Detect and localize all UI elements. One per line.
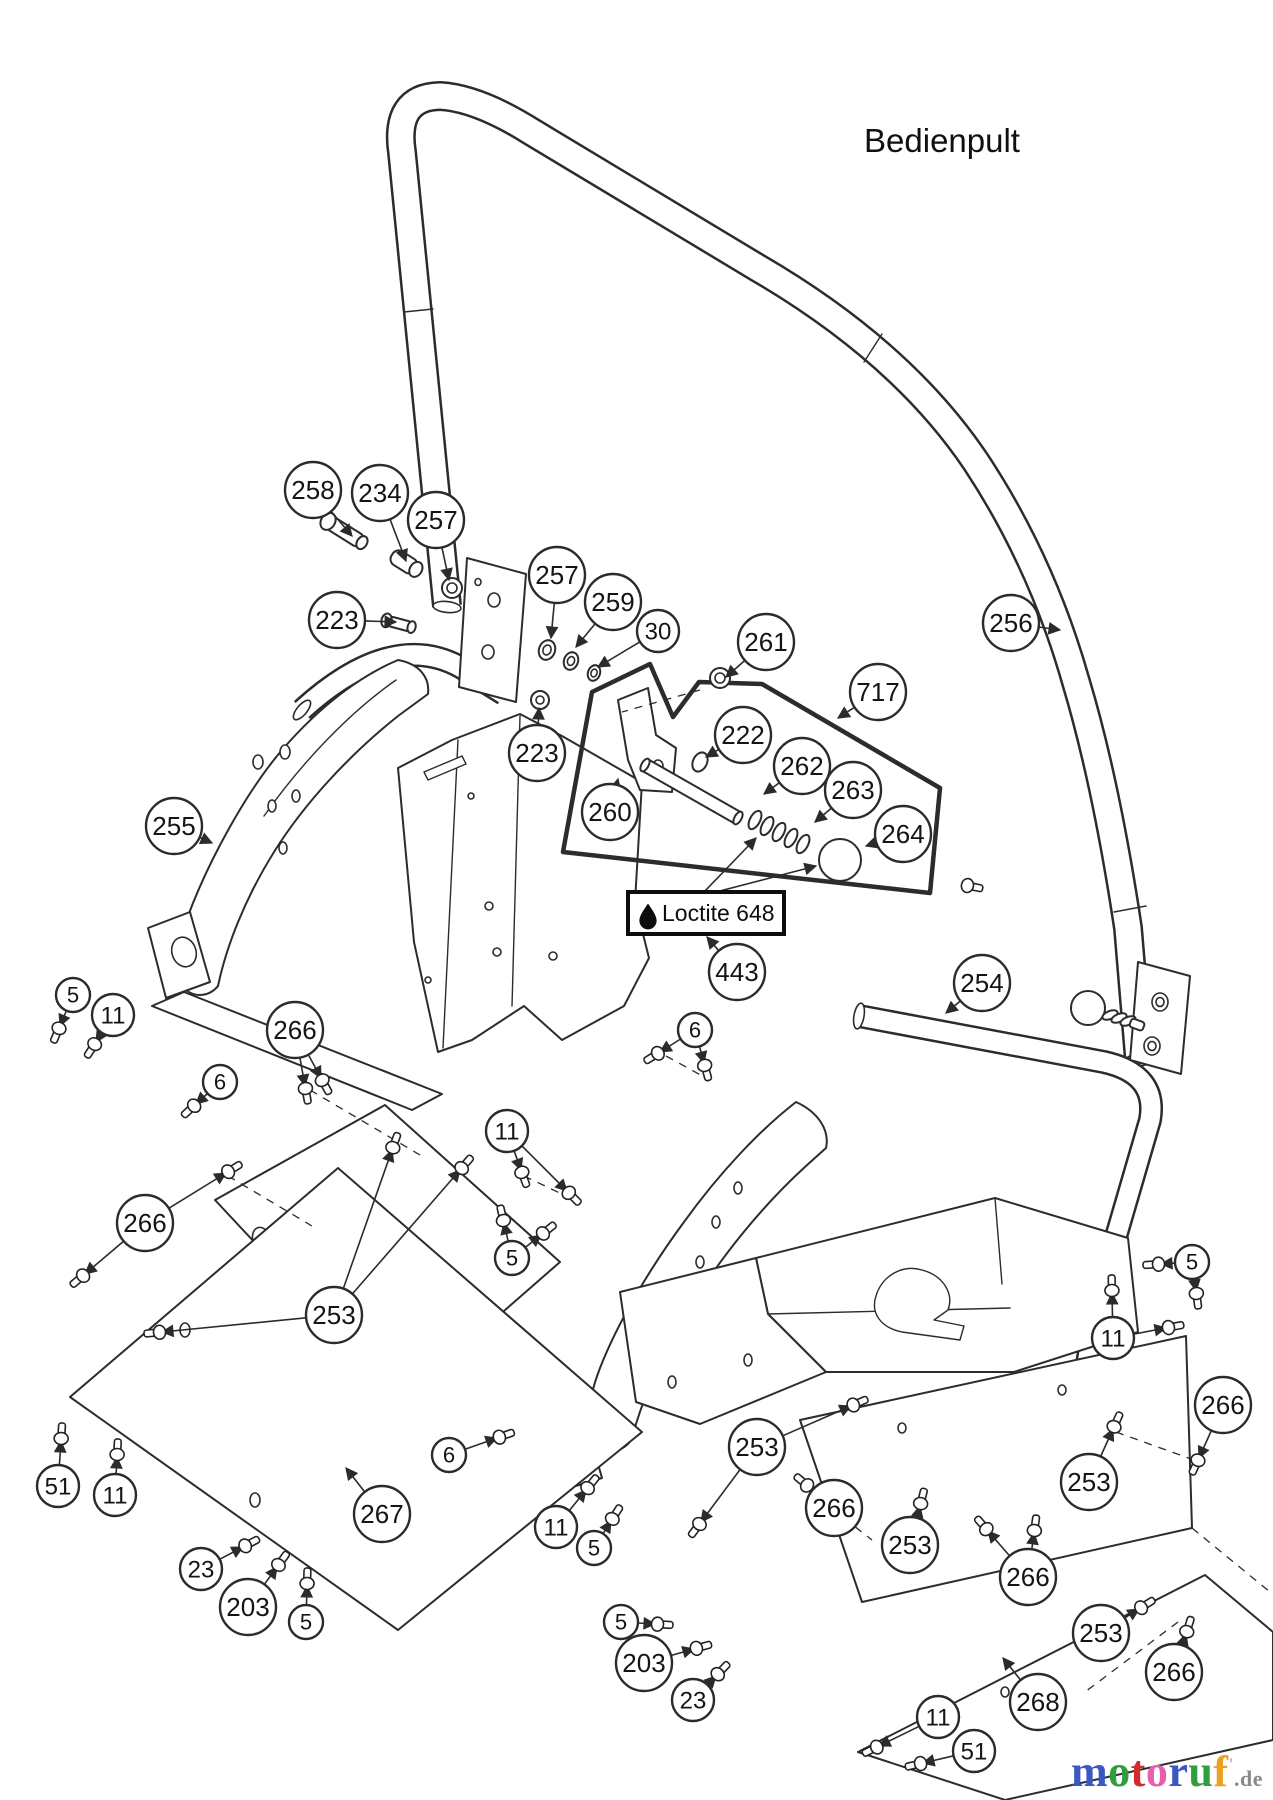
callout-266 xyxy=(806,1480,862,1536)
svg-text:266: 266 xyxy=(1152,1657,1196,1688)
svg-text:5: 5 xyxy=(587,1535,601,1561)
callout-266 xyxy=(1195,1377,1251,1433)
logo-letter: r xyxy=(1168,1747,1189,1796)
svg-text:266: 266 xyxy=(1006,1562,1050,1593)
callout-6 xyxy=(432,1438,466,1472)
fastener-glyph xyxy=(513,1164,533,1189)
svg-text:257: 257 xyxy=(535,560,579,591)
svg-text:11: 11 xyxy=(1100,1325,1126,1353)
fastener-glyph xyxy=(651,1617,673,1632)
callout-203 xyxy=(616,1635,672,1691)
svg-text:11: 11 xyxy=(102,1482,128,1510)
svg-text:6: 6 xyxy=(213,1069,227,1095)
callout-262 xyxy=(774,738,830,794)
fastener-glyph xyxy=(47,1020,68,1045)
motoruf-logo xyxy=(1071,1747,1263,1796)
svg-text:6: 6 xyxy=(442,1442,456,1468)
callout-11 xyxy=(917,1696,959,1738)
svg-text:203: 203 xyxy=(226,1592,270,1623)
logo-letter: o xyxy=(1108,1747,1131,1796)
leader-line xyxy=(946,1001,961,1013)
leader-line xyxy=(85,1241,124,1274)
svg-text:51: 51 xyxy=(960,1738,988,1766)
svg-text:254: 254 xyxy=(960,968,1004,999)
svg-text:11: 11 xyxy=(543,1514,569,1542)
callout-266 xyxy=(1146,1644,1202,1700)
logo-letter: t xyxy=(1130,1747,1146,1796)
leader-line xyxy=(726,660,745,677)
svg-text:260: 260 xyxy=(588,797,632,828)
fastener-glyph xyxy=(110,1439,125,1461)
callout-253 xyxy=(729,1419,785,1475)
callout-266 xyxy=(267,1002,323,1058)
svg-text:717: 717 xyxy=(856,677,900,708)
callout-267 xyxy=(354,1486,410,1542)
loctite-label: Loctite 648 xyxy=(662,900,775,926)
ball-knob xyxy=(1071,991,1105,1025)
svg-text:6: 6 xyxy=(688,1017,702,1043)
callout-11 xyxy=(535,1506,577,1548)
svg-text:253: 253 xyxy=(1067,1467,1111,1498)
page-title: Bedienpult xyxy=(864,122,1020,159)
fastener-glyph xyxy=(685,1515,709,1541)
svg-text:23: 23 xyxy=(187,1556,215,1584)
callout-5 xyxy=(289,1605,323,1639)
callout-253 xyxy=(882,1517,938,1573)
svg-text:258: 258 xyxy=(291,475,335,506)
svg-text:5: 5 xyxy=(299,1609,313,1635)
fastener-glyph xyxy=(960,877,984,895)
fastener-glyph xyxy=(80,1035,103,1061)
callout-23 xyxy=(672,1679,714,1721)
callout-256 xyxy=(983,595,1039,651)
callout-222 xyxy=(715,707,771,763)
callout-253 xyxy=(306,1287,362,1343)
callout-5 xyxy=(604,1605,638,1639)
callout-266 xyxy=(117,1195,173,1251)
callout-254 xyxy=(954,955,1010,1011)
callout-30 xyxy=(637,610,679,652)
callout-11 xyxy=(486,1110,528,1152)
svg-text:11: 11 xyxy=(494,1118,520,1146)
callout-5 xyxy=(577,1531,611,1565)
svg-text:253: 253 xyxy=(1079,1618,1123,1649)
svg-text:443: 443 xyxy=(715,957,759,988)
svg-text:266: 266 xyxy=(273,1015,317,1046)
callout-259 xyxy=(585,574,641,630)
loctite-note xyxy=(628,838,816,934)
leader-line xyxy=(866,843,876,846)
callout-6 xyxy=(203,1065,237,1099)
spring-263 xyxy=(746,809,812,855)
svg-text:266: 266 xyxy=(1201,1390,1245,1421)
fastener-glyph xyxy=(1143,1257,1165,1272)
callout-264 xyxy=(875,806,931,862)
callout-5 xyxy=(1175,1245,1209,1279)
fastener-glyph xyxy=(641,1044,667,1067)
fastener-glyph xyxy=(1161,1318,1185,1336)
svg-text:263: 263 xyxy=(831,775,875,806)
svg-text:5: 5 xyxy=(505,1245,519,1271)
logo-tick: ' xyxy=(1228,1754,1234,1775)
svg-text:5: 5 xyxy=(1185,1249,1199,1275)
fastener-glyph xyxy=(297,1081,315,1105)
svg-text:253: 253 xyxy=(888,1530,932,1561)
callout-51 xyxy=(37,1465,79,1507)
left-leg-plate xyxy=(459,558,526,702)
svg-text:266: 266 xyxy=(123,1208,167,1239)
callout-260 xyxy=(582,784,638,840)
callout-257 xyxy=(408,492,464,548)
leader-line xyxy=(815,808,832,822)
svg-text:261: 261 xyxy=(744,627,788,658)
leader-line xyxy=(701,1469,740,1522)
callout-5 xyxy=(56,978,90,1012)
callout-5 xyxy=(495,1241,529,1275)
fastener-glyph xyxy=(534,1218,560,1242)
leader-line xyxy=(1199,1431,1211,1459)
leader-line xyxy=(365,621,396,622)
callout-258 xyxy=(285,462,341,518)
svg-text:5: 5 xyxy=(66,982,80,1008)
callout-203 xyxy=(220,1579,276,1635)
callout-263 xyxy=(825,762,881,818)
callout-253 xyxy=(1073,1605,1129,1661)
svg-text:51: 51 xyxy=(44,1473,72,1501)
callout-11 xyxy=(92,994,134,1036)
leader-line xyxy=(707,937,719,951)
svg-text:257: 257 xyxy=(414,505,458,536)
svg-text:259: 259 xyxy=(591,587,635,618)
leader-line xyxy=(838,707,855,718)
logo-letter: u xyxy=(1188,1747,1214,1796)
fastener-glyph xyxy=(300,1568,315,1590)
svg-text:256: 256 xyxy=(989,608,1033,639)
panel-mid-right xyxy=(800,1336,1192,1602)
leader-line xyxy=(538,708,539,725)
logo-word xyxy=(1071,1747,1228,1796)
callout-266 xyxy=(1000,1549,1056,1605)
svg-text:203: 203 xyxy=(622,1648,666,1679)
fastener-glyph xyxy=(689,1637,713,1656)
callout-443 xyxy=(709,944,765,1000)
leader-line xyxy=(200,837,212,843)
svg-text:11: 11 xyxy=(100,1002,126,1030)
svg-text:266: 266 xyxy=(812,1493,856,1524)
callout-717 xyxy=(850,664,906,720)
callout-255 xyxy=(146,798,202,854)
callout-257 xyxy=(529,547,585,603)
callout-23 xyxy=(180,1548,222,1590)
callout-253 xyxy=(1061,1454,1117,1510)
leader-line xyxy=(706,749,719,757)
svg-text:267: 267 xyxy=(360,1499,404,1530)
svg-text:268: 268 xyxy=(1016,1687,1060,1718)
svg-text:255: 255 xyxy=(152,811,196,842)
callout-234 xyxy=(352,465,408,521)
callout-223 xyxy=(309,592,365,648)
logo-suffix: .de xyxy=(1234,1766,1263,1791)
fastener-glyph xyxy=(219,1158,245,1181)
svg-text:223: 223 xyxy=(315,605,359,636)
callout-11 xyxy=(1092,1317,1134,1359)
svg-text:11: 11 xyxy=(925,1704,951,1732)
svg-text:234: 234 xyxy=(358,478,402,509)
svg-text:264: 264 xyxy=(881,819,925,850)
leader-line xyxy=(598,642,640,667)
leader-line xyxy=(764,783,780,794)
svg-text:30: 30 xyxy=(644,618,672,646)
svg-text:253: 253 xyxy=(735,1432,779,1463)
ball-264 xyxy=(819,839,861,881)
logo-letter: m xyxy=(1071,1747,1109,1796)
callout-11 xyxy=(94,1474,136,1516)
svg-text:262: 262 xyxy=(780,751,824,782)
callout-6 xyxy=(678,1013,712,1047)
svg-text:5: 5 xyxy=(614,1609,628,1635)
svg-text:222: 222 xyxy=(721,720,765,751)
svg-text:23: 23 xyxy=(679,1687,707,1715)
svg-text:223: 223 xyxy=(515,738,559,769)
leader-line xyxy=(576,624,595,647)
callout-261 xyxy=(738,614,794,670)
fastener-glyph xyxy=(696,1058,715,1082)
callout-51 xyxy=(953,1730,995,1772)
fastener-glyph xyxy=(54,1423,69,1445)
fastener-glyph xyxy=(1189,1287,1206,1310)
fastener-glyph xyxy=(237,1532,263,1554)
callout-223 xyxy=(509,725,565,781)
svg-text:253: 253 xyxy=(312,1300,356,1331)
leader-line xyxy=(551,603,554,638)
logo-letter: f xyxy=(1213,1747,1229,1796)
fastener-glyph xyxy=(603,1502,626,1528)
logo-letter: o xyxy=(1145,1747,1169,1796)
callout-268 xyxy=(1010,1674,1066,1730)
